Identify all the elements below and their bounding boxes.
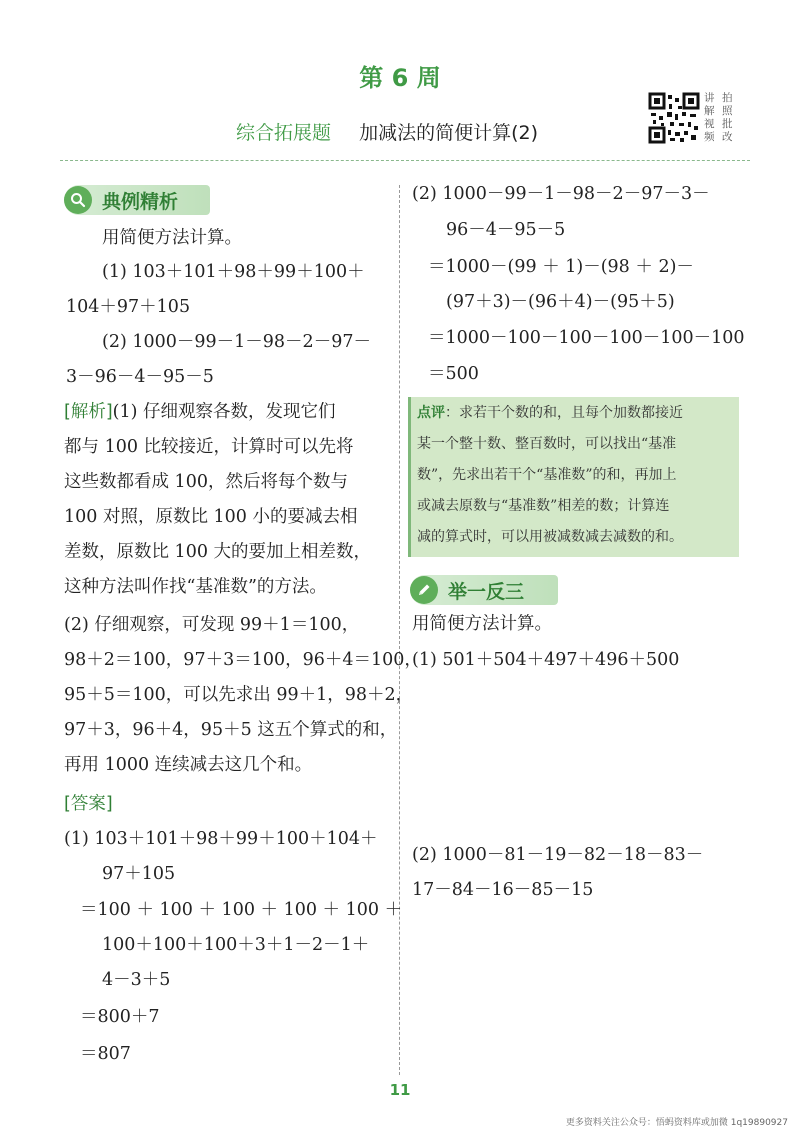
pencil-icon bbox=[410, 576, 438, 604]
practice-q1: (1) 501＋504＋497＋496＋500 bbox=[412, 650, 680, 670]
comment-line3: 数”，先求出若干个“基准数”的和，再加上 bbox=[417, 467, 677, 483]
answer2-line4: (97＋3)－(96＋4)－(95＋5) bbox=[446, 292, 675, 312]
problem2-line1: (2) 1000－99－1－98－2－97－ bbox=[102, 332, 371, 352]
answer2-line5: ＝1000－100－100－100－100－100 bbox=[428, 328, 745, 348]
topic-label: 加减法的简便计算(2) bbox=[359, 122, 538, 144]
analysis2-line5: 再用 1000 连续减去这几个和。 bbox=[64, 755, 313, 775]
example-section-label: 典例精析 bbox=[102, 190, 179, 213]
comment-line5: 减的算式时，可以用被减数减去减数的和。 bbox=[417, 529, 683, 545]
practice-q2-line2: 17－84－16－85－15 bbox=[412, 880, 594, 900]
problem1-line2: 104＋97＋105 bbox=[66, 297, 191, 317]
analysis1-line5: 差数，原数比 100 大的要加上相差数， bbox=[64, 542, 372, 562]
header-divider bbox=[60, 160, 750, 161]
analysis2-line2: 98＋2＝100，97＋3＝100，96＋4＝100， bbox=[64, 650, 422, 670]
analysis-label: [解析] bbox=[64, 402, 113, 422]
answer1-line7: ＝807 bbox=[80, 1044, 131, 1064]
comment-line4: 或减去原数与“基准数”相差的数；计算连 bbox=[417, 498, 670, 514]
answer1-line4: 100＋100＋100＋3＋1－2－1＋ bbox=[102, 935, 370, 955]
practice-q2-line1: (2) 1000－81－19－82－18－83－ bbox=[412, 845, 704, 865]
qr-caption: 讲 拍 解 照 视 批 频 改 bbox=[704, 92, 733, 143]
week-title: 第 6 周 bbox=[359, 64, 441, 92]
answer1-line5: 4－3＋5 bbox=[102, 970, 171, 990]
practice-section-tag bbox=[410, 575, 558, 605]
example-section-tag bbox=[64, 185, 210, 215]
analysis1-line3: 这些数都看成 100，然后将每个数与 bbox=[64, 472, 348, 492]
answer1-line6: ＝800＋7 bbox=[80, 1007, 160, 1027]
answer2-line3: ＝1000－(99 ＋ 1)－(98 ＋ 2)－ bbox=[428, 257, 694, 277]
lesson-subtitle bbox=[236, 118, 538, 145]
qr-code-icon[interactable] bbox=[648, 92, 700, 144]
column-divider bbox=[399, 185, 400, 1075]
search-icon bbox=[64, 186, 92, 214]
practice-instruction: 用简便方法计算。 bbox=[412, 614, 552, 634]
comment-line2: 某一个整十数、整百数时，可以找出“基准 bbox=[417, 436, 677, 452]
problem1-line1: (1) 103＋101＋98＋99＋100＋ bbox=[102, 262, 365, 282]
answer1-line3: ＝100 ＋ 100 ＋ 100 ＋ 100 ＋ 100 ＋ bbox=[80, 900, 403, 920]
analysis2-line3: 95＋5＝100，可以先求出 99＋1，98＋2， bbox=[64, 685, 414, 705]
answer1-line1: (1) 103＋101＋98＋99＋100＋104＋ bbox=[64, 829, 378, 849]
page-number: 11 bbox=[389, 1081, 411, 1099]
comment-line1: 点评：求若干个数的和，且每个加数都接近 bbox=[417, 405, 683, 421]
category-label: 综合拓展题 bbox=[236, 122, 332, 144]
analysis1-line6: 这种方法叫作找“基准数”的方法。 bbox=[64, 577, 327, 597]
analysis-line bbox=[64, 400, 336, 424]
analysis1-line2: 都与 100 比较接近，计算时可以先将 bbox=[64, 437, 354, 457]
practice-section-label: 举一反三 bbox=[448, 580, 525, 603]
answer2-line6: ＝500 bbox=[428, 364, 479, 384]
problem2-line2: 3－96－4－95－5 bbox=[66, 367, 214, 387]
analysis2-line1: (2) 仔细观察，可发现 99＋1＝100， bbox=[64, 615, 360, 635]
example-instruction: 用简便方法计算。 bbox=[102, 228, 242, 248]
answer-label: [答案] bbox=[64, 794, 113, 814]
analysis2-line4: 97＋3，96＋4，95＋5 这五个算式的和， bbox=[64, 720, 398, 740]
answer1-line2: 97＋105 bbox=[102, 864, 176, 884]
footer-note: 更多资料关注公众号：悟蚂资料库或加微 1q19890927 bbox=[565, 1118, 788, 1128]
answer2-line2: 96－4－95－5 bbox=[446, 220, 566, 240]
comment-box bbox=[408, 397, 739, 557]
analysis1-line4: 100 对照，原数比 100 小的要减去相 bbox=[64, 507, 358, 527]
analysis1-line1: (1) 仔细观察各数，发现它们 bbox=[112, 402, 336, 422]
comment-label: 点评 bbox=[417, 405, 445, 421]
answer2-line1: (2) 1000－99－1－98－2－97－3－ bbox=[412, 184, 710, 204]
